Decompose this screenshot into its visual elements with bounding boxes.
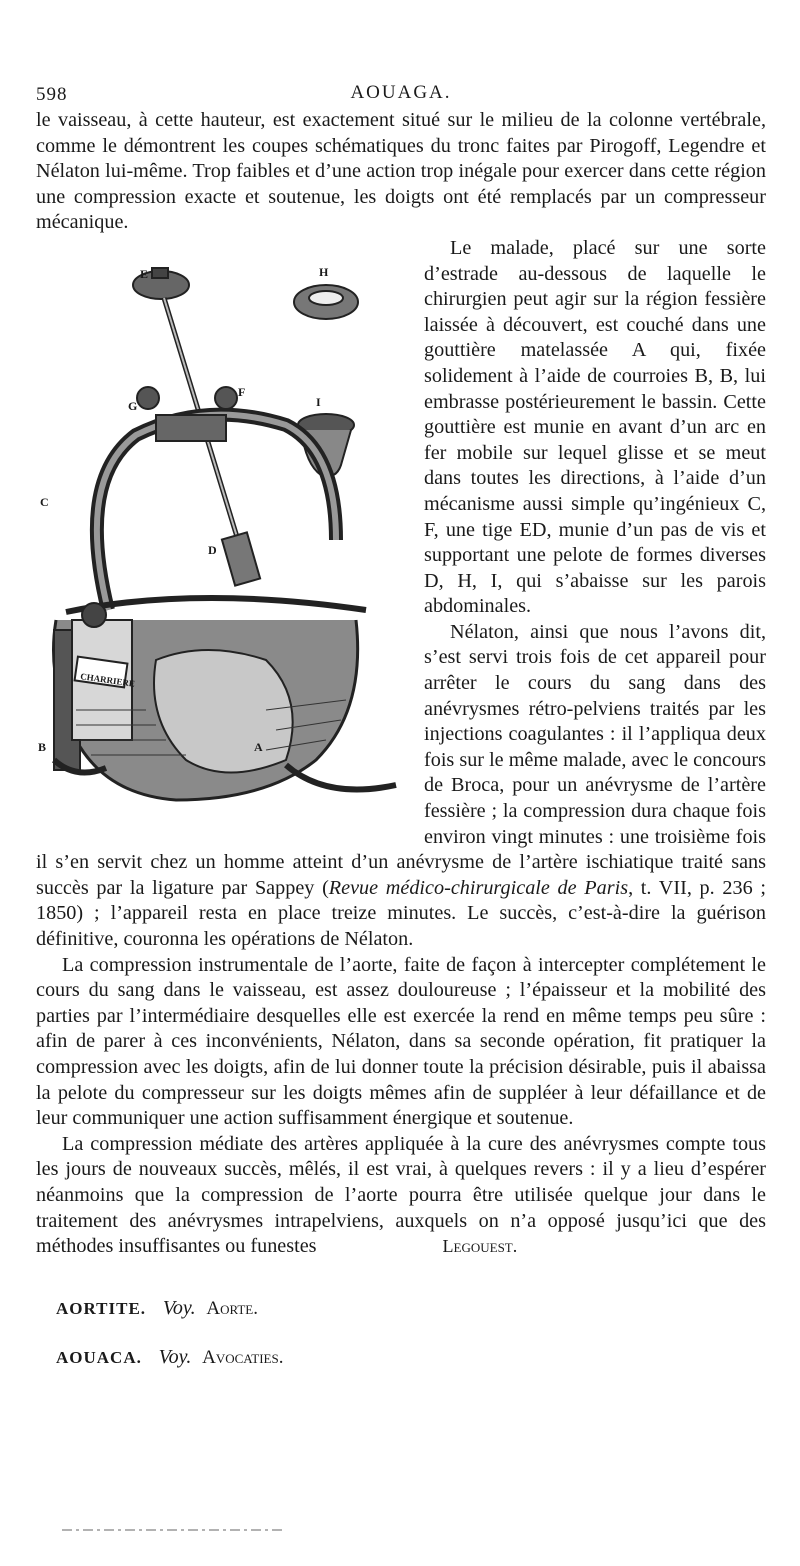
page-number: 598: [36, 84, 68, 105]
paragraph-3-part-a: Nélaton, ainsi que nous l’avons dit, s’est servi trois fois de cet appareil pour arrêter le cours du sang dans des anévrysmes rétro-pelviens traités par les injections coagulantes : il l’appliqua deux fois sur le même malade, avec le concours de Broca, pour un anévrysme de l’artère fessière ; la compression dura chaque fois environ vingt minutes : une troisième fois il s’en servit chez un homme atteint d’un anévrysme de l’artère ischiatique traité sans succès par la ligature par Sappey (: [36, 620, 766, 899]
running-head: AOUAGA.: [350, 82, 452, 103]
compressor-figure: [36, 240, 412, 830]
paragraph-3-part-b: , t. VII, p. 236 ; 1850) ; l’appareil resta en place treize minutes. Le succès, c’est-à-dire la guérison définitive, couronna les opérations de Nélaton.: [36, 876, 766, 950]
paragraph-1: le vaisseau, à cette hauteur, est exactement situé sur le milieu de la colonne vertébrale, comme le démontrent les coupes schématiques du tronc faites par Pirogoff, Legendre et Nélaton lui-même. Trop faibles et d’une action trop inégale pour exercer dans cette région une compression exacte et soutenue, les doigts ont été remplacés par un compresseur mécanique.: [36, 109, 766, 234]
document-page: [36, 78, 766, 1394]
figure-label-h: H: [319, 264, 329, 279]
dictionary-entries: [36, 1296, 766, 1370]
page-header: [36, 78, 766, 108]
footer-rule: [62, 1528, 282, 1532]
paragraph-5-text: La compression médiate des artères appliquée à la cure des anévrysmes compte tous les jours de nouveaux succès, mêlés, il est vrai, à quelques revers : il y a lieu d’espérer néanmoins que la compression de l’aorte pourra être utilisée quelque jour dans le traitement des anévrysmes intrapelviens, auxquels on n’a opposé jusqu’ici que des méthodes insuffisantes ou funestes: [36, 1132, 766, 1258]
figure-label-c: C: [40, 494, 49, 509]
entry-headword: AORTITE.: [56, 1298, 147, 1318]
figure-label-e: E: [140, 266, 149, 281]
figure-label-g: G: [128, 398, 138, 413]
maker-stamp: CHARRIERE: [79, 671, 136, 689]
figure-label-f: F: [238, 384, 246, 399]
figure-label-b: B: [38, 739, 47, 754]
entry-headword: AOUACA.: [56, 1347, 142, 1367]
body-text: [36, 108, 766, 1260]
aortic-compressor-illustration: [36, 240, 412, 830]
entry-see-also: Voy.: [158, 1345, 192, 1368]
entry-aortite: [56, 1296, 766, 1321]
figure-label-d: D: [208, 542, 217, 557]
figure-label-a: A: [254, 739, 263, 754]
journal-title: Revue médico-chirurgicale de Paris: [328, 876, 629, 899]
entry-aouaca: [56, 1345, 766, 1370]
paragraph-4: La compression instrumentale de l’aorte, faite de façon à intercepter complétement le cours du sang dans le vaisseau, est assez douloureuse ; l’épaisseur et la mobilité des parties par l’intermédiaire desquelles elle est exercée la rend en même temps peu sûre : afin de parer à ces inconvénients, Nélaton, dans sa seconde opération, fit pratiquer la compression avec les doigts, afin de lui donner toute la précision désirable, puis il abaissa la pelote du compresseur sur les doigts mêmes afin de suppléer à leur défaillance et de leur communiquer une action suffisamment énergique et soutenue.: [36, 953, 766, 1130]
author-signature: Legouest.: [442, 1236, 518, 1257]
entry-see-also: Voy.: [162, 1296, 196, 1319]
paragraph-2: Le malade, placé sur une sorte d’estrade au-dessous de laquelle le chirurgien peut agir sur la région fessière laissée à découvert, est couché dans une gouttière matelassée A qui, fixée solidement à l’aide de courroies B, B, lui embrasse postérieurement le bassin. Cette gouttière est munie en avant d’un arc en fer mobile sur lequel glisse et se meut dans toutes les directions, à l’aide d’un mécanisme aussi simple qu’ingénieux C, F, une tige ED, munie d’un pas de vis et supportant une pelote de formes diverses D, H, I, qui s’abaisse sur les parois abdominales.: [424, 236, 766, 618]
figure-label-i: I: [316, 394, 321, 409]
paragraph-5: [36, 1132, 766, 1260]
entry-cross-reference: Avocaties.: [202, 1346, 284, 1368]
entry-cross-reference: Aorte.: [206, 1297, 258, 1319]
